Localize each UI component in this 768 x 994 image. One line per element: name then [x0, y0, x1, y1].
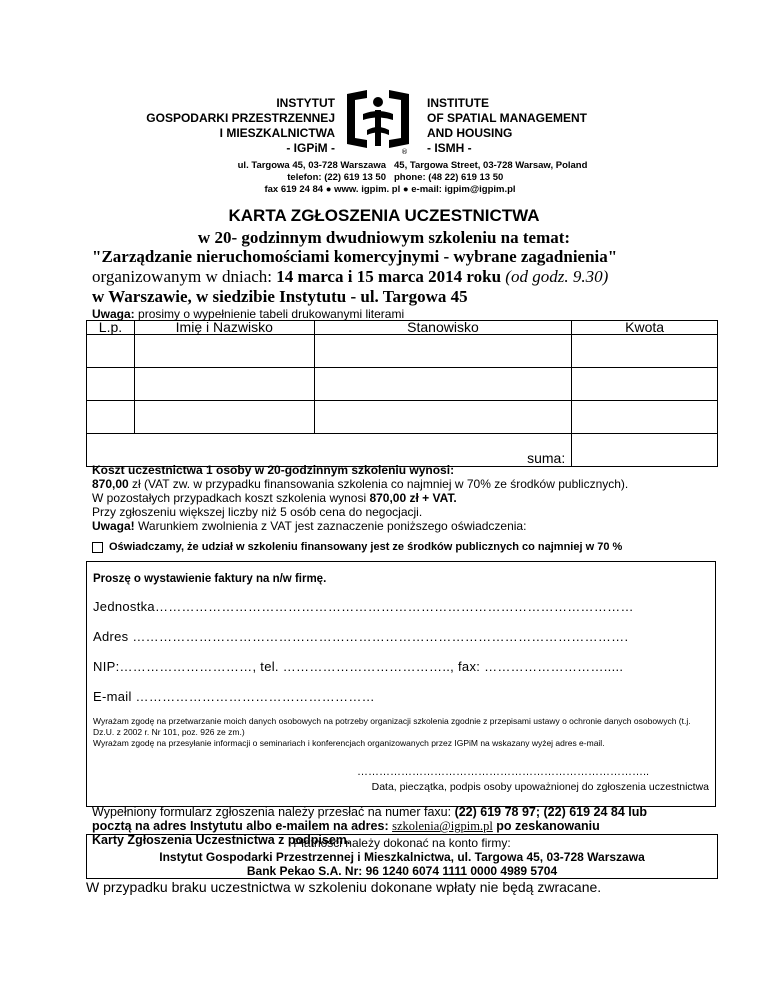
consent-text: Wyrażam zgodę na przetwarzanie moich danych osobowych na potrzeby organizacji szkolenia zgodnie z przepisami ustawy o ochronie danych osobowych (t.j. Dz.U. z 2002 r. Nr 101, poz. 926 ze zm.) Wyrażam zgodę na przesyłanie informacji o seminariach i konferencjach organizowanych przez IGPiM na wskazany wyżej adres e-mail. — [93, 716, 691, 748]
address-field[interactable]: Adres …………………………………………………………………………………………………. — [93, 629, 629, 644]
header-position: Stanowisko — [314, 321, 572, 335]
sum-label: suma: — [87, 434, 572, 467]
unit-field[interactable]: Jednostka……………………………………………………………………………………………… — [93, 599, 634, 614]
invoice-section — [86, 561, 716, 807]
cell-amount[interactable] — [572, 335, 718, 368]
cell-position[interactable] — [314, 401, 572, 434]
intro-line-1: w 20- godzinnym dwudniowym szkoleniu na temat: — [197, 228, 571, 247]
header-name: Imię i Nazwisko — [134, 321, 314, 335]
cell-name[interactable] — [134, 335, 314, 368]
cell-amount[interactable] — [572, 401, 718, 434]
header-amount: Kwota — [572, 321, 718, 335]
cell-amount[interactable] — [572, 368, 718, 401]
cell-position[interactable] — [314, 368, 572, 401]
email-field[interactable]: E-mail ……………………………………………… — [93, 689, 375, 704]
refund-note: W przypadku braku uczestnictwa w szkoleniu dokonane wpłaty nie będą zwracane. — [86, 879, 602, 895]
cell-lp[interactable] — [87, 335, 135, 368]
invoice-title: Proszę o wystawienie faktury na n/w firmę. — [93, 573, 327, 585]
nip-tel-fax-field[interactable]: NIP:…………………………, tel. ……………………………….., fax: ………………………..... — [93, 659, 624, 674]
training-dates: organizowanym w dniach: 14 marca i 15 marca 2014 roku (od godz. 9.30) — [92, 267, 609, 286]
table-row[interactable] — [87, 401, 718, 434]
sum-value-cell[interactable] — [572, 434, 718, 467]
training-location: w Warszawie, w siedzibie Instytutu - ul. Targowa 45 — [92, 287, 468, 306]
cell-position[interactable] — [314, 335, 572, 368]
payment-info: Płatności należy dokonać na konto firmy: Instytut Gospodarki Przestrzennej i Mieszkalnictwa, ul. Targowa 45, 03-728 Warszawa Bank Pekao S.A. Nr: 96 1240 6074 1111 0000 4989 5704 — [86, 834, 718, 879]
registered-mark: ® — [401, 148, 408, 156]
cell-name[interactable] — [134, 368, 314, 401]
participants-table — [86, 320, 718, 467]
cell-name[interactable] — [134, 401, 314, 434]
igpim-logo — [343, 88, 413, 156]
declaration-checkbox[interactable] — [92, 542, 103, 553]
training-topic: "Zarządzanie nieruchomościami komercyjnymi - wybrane zagadnienia" — [92, 247, 618, 266]
table-row[interactable] — [87, 335, 718, 368]
institute-name-pl: INSTYTUT GOSPODARKI PRZESTRZENNEJ I MIESZKALNICTWA - IGPiM - — [146, 96, 335, 155]
contact-info: ul. Targowa 45, 03-728 Warszawa 45, Targowa Street, 03-728 Warsaw, Poland telefon: (22) 619 13 50 phone: (48 22) 619 13 50 fax 619 24 84 ● www. igpim. pl ● e-mail: igpim@igpim.pl — [237, 160, 588, 195]
public-funding-declaration[interactable]: Oświadczamy, że udział w szkoleniu finansowany jest ze środków publicznych co najmniej w 70 % — [92, 541, 622, 553]
form-title: KARTA ZGŁOSZENIA UCZESTNICTWA — [228, 206, 540, 225]
cost-info: Koszt uczestnictwa 1 osoby w 20-godzinnym szkoleniu wynosi: 870,00 zł (VAT zw. w przypadku finansowania szkolenia co najmniej w 70% ze środków publicznych). W pozostałych przypadkach koszt szkolenia wynosi 870,00 zł + VAT. Przy zgłoszeniu większej liczby niż 5 osób cena do negocjacji. Uwaga! Warunkiem zwolnienia z VAT jest zaznaczenie poniższego oświadczenia: — [92, 463, 629, 533]
table-header-row — [87, 321, 718, 335]
signature-caption: Data, pieczątka, podpis osoby upoważnionej do zgłoszenia uczestnictwa — [371, 781, 709, 793]
institute-name-en: INSTITUTE OF SPATIAL MANAGEMENT AND HOUSING - ISMH - — [427, 96, 587, 155]
header-lp: L.p. — [87, 321, 135, 335]
cell-lp[interactable] — [87, 401, 135, 434]
table-row[interactable] — [87, 368, 718, 401]
send-instructions: Wypełniony formularz zgłoszenia należy przesłać na numer faxu: (22) 619 78 97; (22) 619 24 84 lub pocztą na adres Instytutu albo e-mailem na adres: szkolenia@igpim.pl po zeskanowaniu Karty Zgłoszenia Uczestnictwa z podpisem. — [92, 805, 648, 847]
email-link[interactable]: szkolenia@igpim.pl — [392, 819, 493, 833]
table-note: Uwaga: prosimy o wypełnienie tabeli drukowanymi literami — [92, 307, 405, 321]
sum-row — [87, 434, 718, 467]
signature-line[interactable]: …………………………………………………………………….. — [357, 766, 650, 778]
cell-lp[interactable] — [87, 368, 135, 401]
